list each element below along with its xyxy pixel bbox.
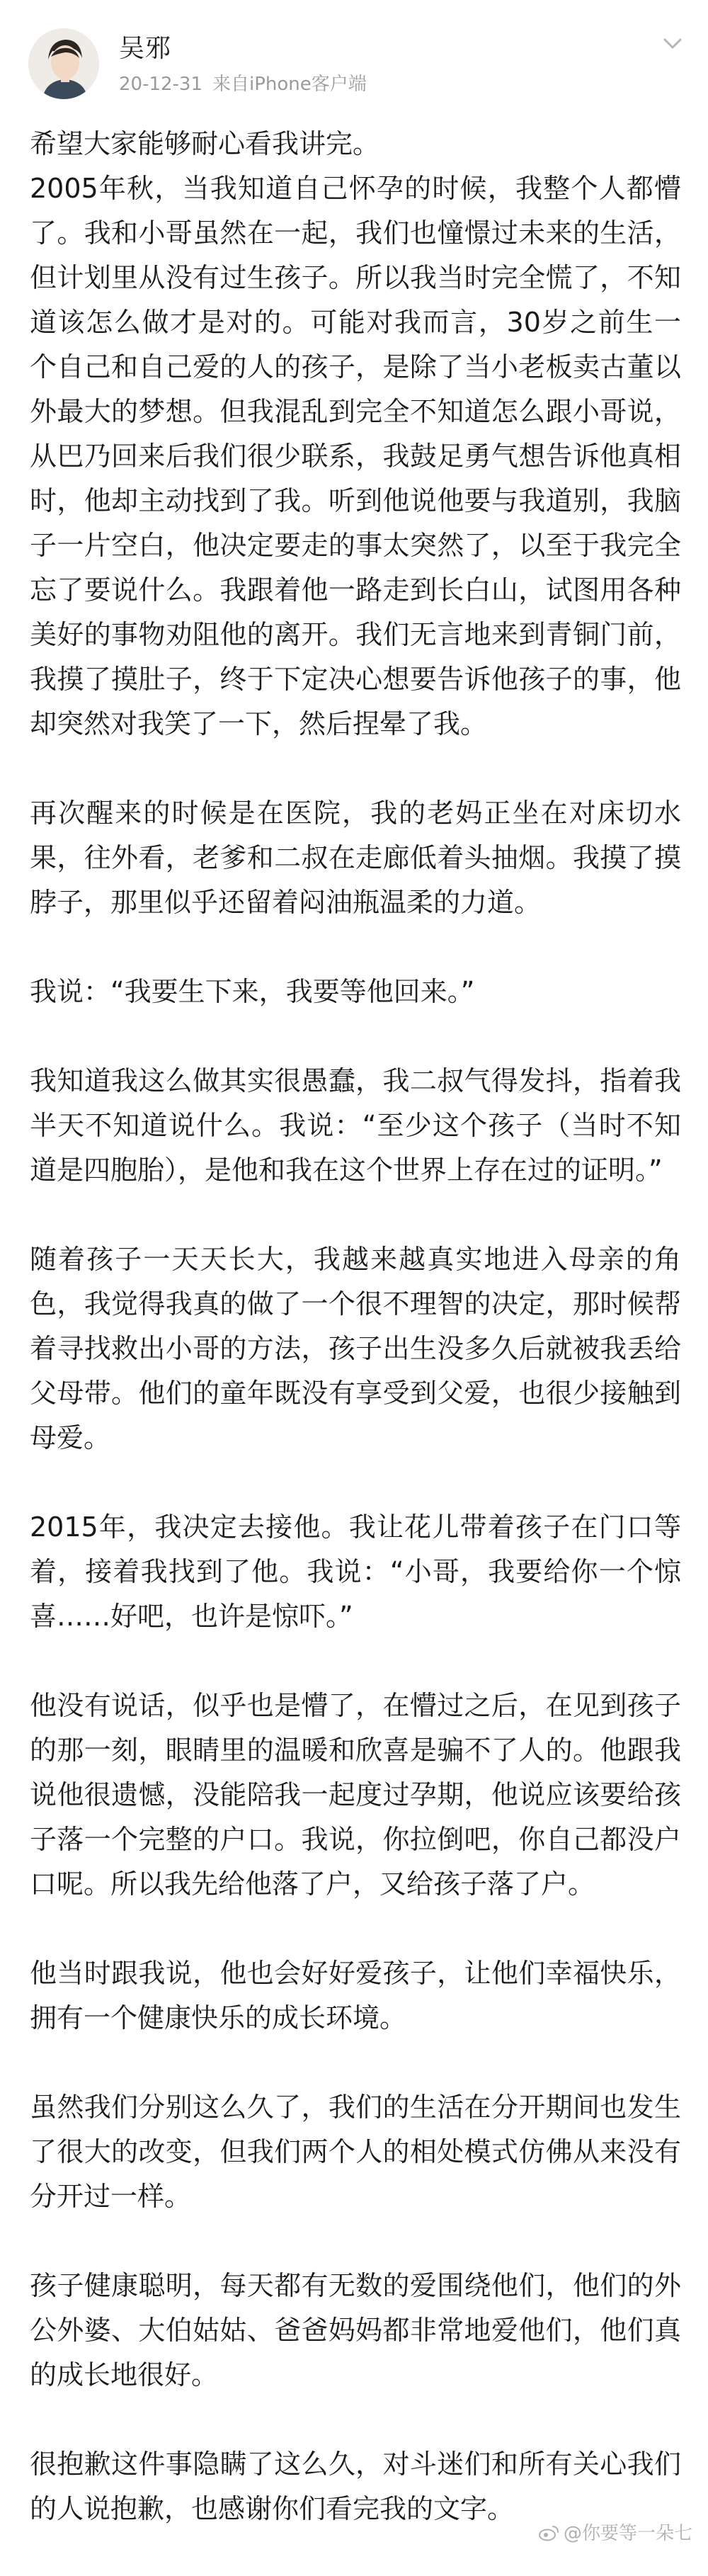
post-date: 20-12-31	[119, 74, 203, 95]
avatar[interactable]	[28, 28, 99, 99]
post-paragraph: 虽然我们分别这么久了，我们的生活在分开期间也发生了很大的改变，但我们两个人的相处模式仿佛从来没有分开过一样。	[30, 2092, 681, 2212]
post-paragraph: 我说：“我要生下来，我要等他回来。”	[30, 976, 475, 1007]
post-paragraph: 再次醒来的时候是在医院，我的老妈正坐在对床切水果，往外看，老爹和二叔在走廊低着头抽烟。我摸了摸脖子，那里似乎还留着闷油瓶温柔的力道。	[30, 798, 681, 918]
post-paragraph: 我知道我这么做其实很愚蠢，我二叔气得发抖，指着我半天不知道说什么。我说：“至少这个孩子（当时不知道是四胞胎），是他和我在这个世界上存在过的证明。”	[30, 1065, 681, 1186]
post-header	[0, 0, 708, 120]
watermark-text: @你要等一朵七	[564, 2523, 693, 2544]
weibo-logo-icon	[538, 2524, 559, 2541]
post-paragraph: 2015年，我决定去接他。我让花儿带着孩子在门口等着，接着我找到了他。我说：“小哥，我要给你一个惊喜……好吧，也许是惊吓。”	[30, 1511, 681, 1632]
post-paragraph: 他当时跟我说，他也会好好爱孩子，让他们幸福快乐，拥有一个健康快乐的成长环境。	[30, 1958, 681, 2033]
post-paragraph: 随着孩子一天天长大，我越来越真实地进入母亲的角色，我觉得我真的做了一个很不理智的决定，那时候帮着寻找救出小哥的方法，孩子出生没多久后就被我丢给父母带。他们的童年既没有享受到父爱，也很少接触到母爱。	[30, 1244, 681, 1453]
author-name[interactable]: 吴邪	[119, 34, 172, 63]
post-paragraph: 他没有说话，似乎也是懵了，在懵过之后，在见到孩子的那一刻，眼睛里的温暖和欣喜是骗不了人的。他跟我说他很遗憾，没能陪我一起度过孕期，他说应该要给孩子落一个完整的户口。我说，你拉倒吧，你自己都没户口呢。所以我先给他落了户，又给孩子落了户。	[30, 1690, 681, 1900]
post-paragraph: 孩子健康聪明，每天都有无数的爱围绕他们，他们的外公外婆、大伯姑姑、爸爸妈妈都非常地爱他们，他们真的成长地很好。	[30, 2270, 681, 2390]
post-source: 来自iPhone客户端	[212, 74, 367, 95]
post-paragraph: 希望大家能够耐心看我讲完。	[30, 128, 380, 159]
post-body	[30, 122, 681, 2576]
watermark	[538, 2519, 692, 2545]
post-paragraph: 很抱歉这件事隐瞒了这么久，对斗迷们和所有关心我们的人说抱歉，也感谢你们看完我的文字。	[30, 2449, 681, 2524]
post-paragraph: 2005年秋，当我知道自己怀孕的时候，我整个人都懵了。我和小哥虽然在一起，我们也憧憬过未来的生活，但计划里从没有过生孩子。所以我当时完全慌了，不知道该怎么做才是对的。可能对我而言，30岁之前生一个自己和自己爱的人的孩子，是除了当小老板卖古董以外最大的梦想。但我混乱到完全不知道怎么跟小哥说，从巴乃回来后我们很少联系，我鼓足勇气想告诉他真相时，他却主动找到了我。听到他说他要与我道别，我脑子一片空白，他决定要走的事太突然了，以至于我完全忘了要说什么。我跟着他一路走到长白山，试图用各种美好的事物劝阻他的离开。我们无言地来到青铜门前，我摸了摸肚子，终于下定决心想要告诉他孩子的事，他却突然对我笑了一下，然后捏晕了我。	[30, 173, 681, 739]
post-meta	[119, 69, 377, 96]
chevron-down-icon[interactable]	[658, 30, 687, 58]
